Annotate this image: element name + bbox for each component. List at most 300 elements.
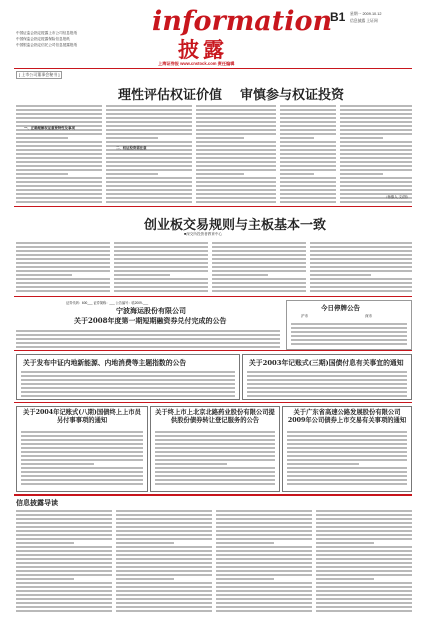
text-line — [196, 189, 276, 191]
text-line — [116, 538, 212, 540]
text-line — [196, 117, 276, 119]
text-line — [16, 530, 112, 532]
text-line — [16, 181, 102, 183]
text-line — [155, 463, 227, 465]
text-line — [21, 455, 143, 457]
text-line — [16, 197, 102, 199]
text-line — [196, 185, 276, 187]
text-line — [340, 149, 412, 151]
text-line — [196, 109, 276, 111]
text-line — [216, 562, 312, 564]
text-line — [287, 447, 407, 449]
text-line — [116, 566, 212, 568]
text-line — [16, 606, 112, 608]
top-article-subheading: 一、正确理解权证重要特性及事项 — [24, 126, 75, 130]
text-line — [196, 121, 276, 123]
text-line — [16, 562, 112, 564]
text-line — [155, 431, 275, 433]
text-line — [116, 522, 212, 524]
text-line — [280, 133, 336, 135]
text-line — [106, 117, 192, 119]
text-line — [155, 435, 275, 437]
text-line — [106, 201, 192, 203]
text-line — [216, 526, 312, 528]
text-line — [116, 570, 212, 572]
text-line — [291, 339, 407, 341]
text-line — [316, 582, 412, 584]
text-line — [280, 125, 336, 127]
text-line — [114, 262, 208, 264]
text-line — [196, 149, 276, 151]
text-line — [16, 157, 102, 159]
text-line — [116, 546, 212, 548]
today-box-title: 今日停牌公告 — [321, 304, 360, 312]
text-line — [16, 153, 102, 155]
text-line — [21, 483, 143, 485]
text-line — [155, 479, 275, 481]
text-line — [280, 185, 336, 187]
text-line — [287, 455, 407, 457]
text-line — [16, 570, 112, 572]
mid-article-col-4 — [310, 240, 412, 292]
text-line — [247, 387, 407, 389]
text-line — [21, 459, 143, 461]
text-line — [216, 582, 312, 584]
date-line: 星期一 2009.10.12 — [350, 12, 382, 16]
text-line — [340, 109, 412, 111]
text-line — [287, 443, 407, 445]
text-line — [212, 246, 306, 248]
notice-5-title: 关于终上市上北京北路药业股份有限公司提供股份债券转让登记服务的公告 — [155, 409, 275, 424]
notice-4-body — [21, 429, 143, 487]
text-line — [16, 566, 112, 568]
text-line — [16, 582, 112, 584]
top-article-col-3 — [196, 103, 276, 203]
text-line — [216, 610, 312, 612]
text-line — [196, 125, 276, 127]
summary-table — [16, 508, 412, 612]
text-line — [310, 282, 412, 284]
summary-title: 信息披露导读 — [16, 498, 58, 507]
text-line — [16, 610, 112, 612]
text-line — [310, 246, 412, 248]
text-line — [316, 546, 412, 548]
text-line — [155, 483, 275, 485]
masthead-rule — [14, 68, 412, 69]
text-line — [316, 522, 412, 524]
text-line — [16, 149, 102, 151]
text-line — [310, 242, 412, 244]
text-line — [155, 439, 275, 441]
notice-4-title: 关于2004年记账式(八期)国债终上上市员另付事事项的通知 — [23, 409, 141, 424]
notice-1-company: 宁波海运股份有限公司 — [116, 306, 186, 315]
text-line — [291, 327, 407, 329]
text-line — [116, 586, 212, 588]
text-line — [16, 169, 102, 171]
text-line — [16, 554, 112, 556]
text-line — [155, 471, 275, 473]
text-line — [287, 431, 407, 433]
mid-article-title: 创业板交易规则与主板基本一致 — [144, 218, 327, 233]
text-line — [21, 443, 143, 445]
notice-1-code: 证券代码：600___ 证券简称：___ 公告编号：临2009-___ — [66, 301, 149, 305]
text-line — [21, 451, 143, 453]
mid-article-col-1 — [16, 240, 110, 292]
text-line — [196, 157, 276, 159]
text-line — [247, 379, 407, 381]
text-line — [114, 290, 208, 292]
text-line — [116, 558, 212, 560]
divider-1 — [14, 206, 412, 207]
text-line — [155, 467, 275, 469]
text-line — [21, 375, 235, 377]
text-line — [16, 510, 112, 512]
text-line — [340, 173, 383, 175]
text-line — [216, 538, 312, 540]
text-line — [106, 197, 192, 199]
text-line — [114, 274, 170, 276]
text-line — [106, 113, 192, 115]
summary-col-2 — [116, 508, 212, 612]
text-line — [196, 145, 276, 147]
divider-5 — [14, 494, 412, 496]
text-line — [212, 242, 306, 244]
masthead-side-line: 中国保监会指定披露保险信息报纸 — [16, 37, 70, 41]
mid-article-subtitle: ■深交所投资者教育中心 — [184, 232, 223, 236]
text-line — [216, 534, 312, 536]
text-line — [316, 510, 412, 512]
text-line — [16, 177, 102, 179]
text-line — [116, 510, 212, 512]
text-line — [280, 121, 336, 123]
text-line — [196, 129, 276, 131]
text-line — [216, 574, 312, 576]
text-line — [316, 598, 412, 600]
text-line — [316, 590, 412, 592]
text-line — [280, 177, 336, 179]
divider-3 — [14, 350, 412, 351]
text-line — [340, 137, 383, 139]
text-line — [16, 594, 112, 596]
text-line — [116, 610, 212, 612]
text-line — [340, 145, 412, 147]
text-line — [16, 141, 102, 143]
text-line — [106, 133, 192, 135]
text-line — [280, 161, 336, 163]
text-line — [114, 246, 208, 248]
text-line — [106, 169, 192, 171]
text-line — [316, 570, 412, 572]
text-line — [340, 133, 412, 135]
text-line — [310, 270, 412, 272]
text-line — [16, 526, 112, 528]
text-line — [106, 141, 192, 143]
text-line — [16, 278, 110, 280]
text-line — [21, 431, 143, 433]
text-line — [116, 554, 212, 556]
text-line — [155, 447, 275, 449]
text-line — [280, 149, 336, 151]
notice-3-title: 关于2003年记账式(三期)国债付息有关事宜的通知 — [249, 359, 404, 367]
text-line — [16, 145, 102, 147]
text-line — [21, 383, 235, 385]
section-code: B1 — [330, 10, 346, 24]
text-line — [247, 395, 407, 397]
top-article-byline: （杨慎人 文/图） — [384, 195, 410, 199]
text-line — [216, 542, 274, 544]
text-line — [16, 117, 102, 119]
today-box-body — [291, 321, 407, 345]
notice-6-body — [287, 429, 407, 487]
text-line — [280, 173, 314, 175]
text-line — [280, 193, 336, 195]
text-line — [196, 181, 276, 183]
text-line — [340, 157, 412, 159]
text-line — [212, 290, 306, 292]
text-line — [16, 522, 112, 524]
divider-4 — [14, 402, 412, 403]
text-line — [16, 109, 102, 111]
text-line — [340, 161, 412, 163]
text-line — [16, 574, 112, 576]
text-line — [16, 185, 102, 187]
text-line — [16, 550, 112, 552]
text-line — [287, 483, 407, 485]
text-line — [340, 169, 412, 171]
text-line — [16, 189, 102, 191]
summary-col-3 — [216, 508, 312, 612]
notice-6-title: 关于广东省高速公路发展股份有限公司2009年公司债券上市交易有关事项的通知 — [287, 409, 407, 424]
text-line — [316, 586, 412, 588]
text-line — [216, 522, 312, 524]
text-line — [212, 270, 306, 272]
notice-4 — [16, 406, 148, 492]
text-line — [316, 514, 412, 516]
text-line — [16, 201, 102, 203]
text-line — [247, 391, 407, 393]
text-line — [21, 379, 235, 381]
text-line — [16, 286, 110, 288]
text-line — [216, 598, 312, 600]
text-line — [287, 451, 407, 453]
text-line — [16, 262, 110, 264]
text-line — [116, 602, 212, 604]
text-line — [16, 334, 280, 336]
text-line — [116, 514, 212, 516]
text-line — [212, 254, 306, 256]
masthead-side-line: 中国证监会指定披露上市公司信息报纸 — [16, 31, 78, 35]
text-line — [310, 266, 412, 268]
text-line — [116, 562, 212, 564]
notice-2 — [16, 354, 240, 400]
text-line — [310, 254, 412, 256]
text-line — [21, 467, 143, 469]
today-box-right-col: 深市 — [365, 314, 372, 318]
text-line — [216, 530, 312, 532]
text-line — [212, 250, 306, 252]
notice-3-body — [247, 369, 407, 397]
text-line — [316, 562, 412, 564]
text-line — [155, 451, 275, 453]
text-line — [106, 137, 158, 139]
text-line — [212, 262, 306, 264]
text-line — [280, 165, 336, 167]
text-line — [21, 395, 235, 397]
text-line — [21, 479, 143, 481]
text-line — [16, 165, 102, 167]
text-line — [16, 193, 102, 195]
text-line — [196, 165, 276, 167]
text-line — [212, 286, 306, 288]
text-line — [106, 157, 192, 159]
text-line — [280, 189, 336, 191]
text-line — [287, 467, 407, 469]
text-line — [16, 538, 112, 540]
text-line — [280, 141, 336, 143]
text-line — [106, 109, 192, 111]
notice-1-title: 关于2008年度第一期短期融资券兑付完成的公告 — [74, 316, 227, 325]
text-line — [340, 129, 412, 131]
text-line — [116, 542, 174, 544]
text-line — [16, 266, 110, 268]
text-line — [116, 606, 212, 608]
text-line — [16, 586, 112, 588]
text-line — [21, 371, 235, 373]
text-line — [155, 455, 275, 457]
text-line — [216, 518, 312, 520]
top-article-title-right: 审慎参与权证投资 — [240, 88, 345, 103]
text-line — [196, 197, 276, 199]
text-line — [16, 137, 68, 139]
text-line — [280, 157, 336, 159]
text-line — [280, 129, 336, 131]
text-line — [216, 578, 274, 580]
text-line — [196, 173, 244, 175]
text-line — [291, 331, 407, 333]
text-line — [16, 578, 74, 580]
text-line — [280, 169, 336, 171]
top-article-col-4 — [280, 103, 336, 203]
divider-2 — [14, 296, 412, 297]
site-line: 上海证券报 www.cnstock.com 责任编辑 — [158, 61, 235, 66]
summary-col-4 — [316, 508, 412, 612]
text-line — [114, 282, 208, 284]
text-line — [280, 113, 336, 115]
text-line — [16, 590, 112, 592]
text-line — [114, 258, 208, 260]
text-line — [116, 594, 212, 596]
text-line — [216, 558, 312, 560]
text-line — [155, 459, 275, 461]
text-line — [212, 266, 306, 268]
text-line — [106, 105, 192, 107]
text-line — [16, 274, 72, 276]
notice-5 — [150, 406, 280, 492]
text-line — [106, 121, 192, 123]
text-line — [316, 594, 412, 596]
text-line — [310, 250, 412, 252]
notice-1-body — [16, 328, 280, 348]
text-line — [216, 590, 312, 592]
masthead-title: 披露 — [178, 37, 228, 62]
text-line — [216, 510, 312, 512]
mid-article-col-3 — [212, 240, 306, 292]
text-line — [316, 538, 412, 540]
text-line — [316, 530, 412, 532]
text-line — [196, 141, 276, 143]
text-line — [310, 274, 371, 276]
text-line — [316, 550, 412, 552]
mid-article-col-2 — [114, 240, 208, 292]
text-line — [196, 201, 276, 203]
text-line — [116, 530, 212, 532]
text-line — [116, 526, 212, 528]
text-line — [16, 161, 102, 163]
text-line — [16, 518, 112, 520]
notice-3 — [242, 354, 412, 400]
text-line — [106, 161, 192, 163]
text-line — [106, 189, 192, 191]
text-line — [280, 105, 336, 107]
text-line — [114, 278, 208, 280]
text-line — [340, 181, 412, 183]
text-line — [21, 447, 143, 449]
text-line — [216, 594, 312, 596]
text-line — [216, 550, 312, 552]
text-line — [287, 475, 407, 477]
text-line — [212, 278, 306, 280]
text-line — [196, 193, 276, 195]
text-line — [116, 550, 212, 552]
text-line — [291, 323, 407, 325]
text-line — [287, 463, 359, 465]
text-line — [16, 254, 110, 256]
text-line — [212, 258, 306, 260]
text-line — [114, 250, 208, 252]
text-line — [116, 574, 212, 576]
text-line — [114, 286, 208, 288]
text-line — [16, 342, 280, 344]
board-label: 信息披露 上证网 — [350, 19, 378, 23]
text-line — [310, 290, 412, 292]
text-line — [106, 173, 158, 175]
today-box-left-col: 沪市 — [301, 314, 308, 318]
text-line — [116, 590, 212, 592]
text-line — [21, 439, 143, 441]
text-line — [212, 274, 268, 276]
text-line — [340, 153, 412, 155]
text-line — [340, 201, 412, 203]
text-line — [216, 514, 312, 516]
text-line — [291, 335, 407, 337]
text-line — [280, 197, 336, 199]
text-line — [16, 338, 280, 340]
text-line — [21, 475, 143, 477]
text-line — [280, 117, 336, 119]
text-line — [16, 282, 110, 284]
text-line — [310, 286, 412, 288]
text-line — [316, 602, 412, 604]
masthead-word: information — [152, 6, 333, 37]
text-line — [287, 435, 407, 437]
text-line — [310, 258, 412, 260]
text-line — [106, 165, 192, 167]
text-line — [106, 129, 192, 131]
notice-6 — [282, 406, 412, 492]
text-line — [196, 161, 276, 163]
text-line — [106, 185, 192, 187]
text-line — [114, 254, 208, 256]
